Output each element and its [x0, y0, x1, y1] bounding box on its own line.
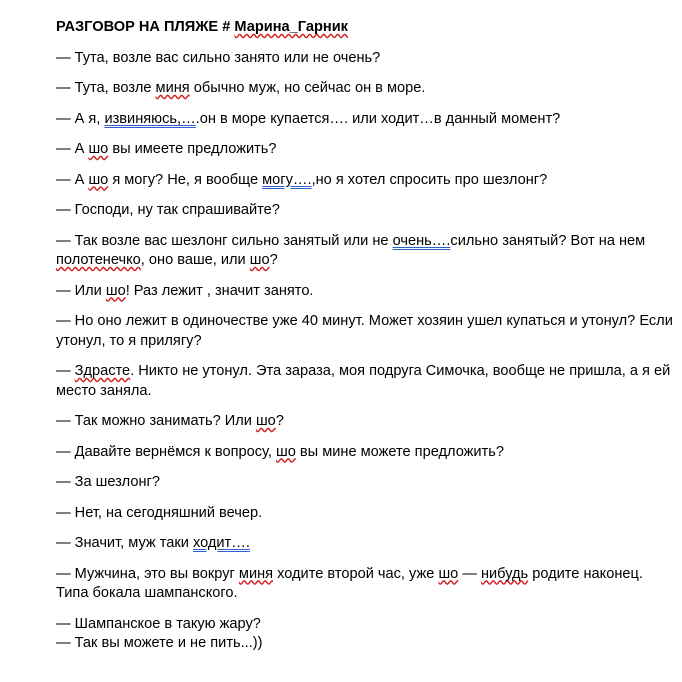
text-segment: — А я,: [56, 110, 105, 127]
dialogue-line: [56, 443, 674, 463]
text-segment: — А: [56, 171, 89, 188]
spelling-flagged-word: шо: [438, 565, 459, 582]
dialogue-line: [56, 615, 674, 635]
text-segment: — Мужчина, это вы вокруг: [56, 565, 239, 582]
dialogue-line: [56, 504, 674, 524]
dialogue-line: [56, 312, 674, 351]
text-segment: — Так вы можете и не пить...)): [56, 635, 263, 651]
dialogue: [56, 49, 674, 654]
grammar-flagged-word: ходит….: [192, 535, 250, 551]
text-segment: .он в море купается…. или ходит…в данный момент?: [195, 110, 561, 127]
dialogue-line: [56, 534, 674, 554]
text-segment: я могу? Не, я вообще: [108, 171, 263, 188]
spelling-flagged-word: миня: [155, 80, 190, 96]
text-segment: — За шезлонг?: [56, 474, 160, 490]
grammar-flagged-word: очень….: [392, 232, 451, 249]
document-title: [56, 18, 674, 38]
text-segment: — Так возле вас шезлонг сильно занятый или не: [56, 232, 393, 249]
spelling-flagged-word: шо: [88, 141, 109, 157]
spelling-flagged-word: миня: [238, 565, 274, 582]
dialogue-line: [56, 634, 674, 654]
dialogue-line: [56, 201, 674, 221]
text-segment: — Или: [56, 282, 106, 299]
text-segment: — Но оно лежит в одиночестве уже 40 минут. Может хозяин ушел купаться и утонул? Если утонул, то я прилягу?: [56, 313, 673, 349]
dialogue-line: [56, 79, 674, 99]
spelling-flagged-word: Здрасте: [74, 363, 131, 379]
text-segment: —: [458, 565, 481, 582]
text-segment: обычно муж, но сейчас он в море.: [189, 80, 426, 96]
dialogue-line: [56, 362, 674, 401]
title-text: РАЗГОВОР НА ПЛЯЖЕ #: [56, 19, 235, 35]
spelling-flagged-word: полотенечко: [56, 252, 141, 268]
text-segment: родите наконец. Типа бокала шампанского.: [56, 565, 643, 601]
text-segment: — Давайте вернёмся к вопросу,: [56, 443, 277, 460]
spelling-flagged-word: нибудь: [480, 565, 529, 582]
text-segment: . Никто не утонул. Эта зараза, моя подруга Симочка, вообще не пришла, а я ей место заняла.: [56, 363, 671, 399]
dialogue-line: [56, 49, 674, 69]
dialogue-line: [56, 171, 674, 191]
text-segment: ?: [269, 252, 278, 268]
dialogue-line: [56, 110, 674, 130]
text-segment: ,но я хотел спросить про шезлонг?: [311, 171, 548, 188]
text-segment: — Шампанское в такую жару?: [56, 615, 261, 632]
text-segment: сильно занятый? Вот на нем: [450, 232, 646, 249]
grammar-flagged-word: могу….: [262, 171, 312, 188]
text-segment: — Нет, на сегодняшний вечер.: [56, 504, 263, 521]
dialogue-line: [56, 232, 674, 271]
spelling-flagged-word: шо: [255, 413, 276, 429]
text-segment: — Господи, ну так спрашивайте?: [56, 202, 280, 218]
text-segment: вы мине можете предложить?: [295, 443, 504, 460]
spelling-flagged-word: шо: [249, 252, 270, 268]
text-segment: — Тута, возле вас сильно занято или не очень?: [56, 49, 381, 66]
dialogue-line: [56, 473, 674, 493]
text-segment: вы имеете предложить?: [108, 141, 277, 157]
text-segment: — Тута, возле: [56, 80, 156, 96]
text-segment: — Так можно занимать? Или: [56, 413, 256, 429]
spelling-flagged-word: шо: [88, 171, 109, 188]
title-author: Марина_Гарник: [234, 19, 348, 35]
spelling-flagged-word: шо: [105, 282, 126, 299]
dialogue-line: [56, 282, 674, 302]
text-segment: ?: [275, 413, 284, 429]
dialogue-line: [56, 140, 674, 160]
text-segment: ! Раз лежит , значит занято.: [125, 282, 314, 299]
spelling-flagged-word: шо: [276, 443, 296, 460]
text-segment: — А: [56, 141, 89, 157]
text-segment: ходите второй час, уже: [273, 565, 439, 582]
dialogue-line: [56, 565, 674, 604]
document-body: [56, 18, 674, 654]
text-segment: —: [56, 363, 75, 379]
dialogue-line: [56, 412, 674, 432]
text-segment: — Значит, муж таки: [56, 535, 193, 551]
grammar-flagged-word: извиняюсь,…: [104, 110, 196, 127]
text-segment: , оно ваше, или: [140, 252, 250, 268]
